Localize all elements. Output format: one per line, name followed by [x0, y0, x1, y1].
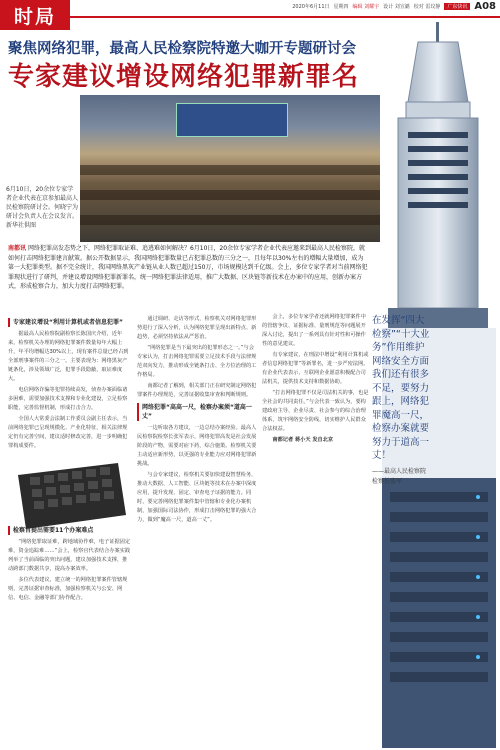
- header-meta: [292, 1, 496, 12]
- pull-quote: [372, 314, 430, 487]
- body-paragraph: 与会专家建议，检察机关要加快建设智慧检务，推动大数据、人工智能、区块链等技术在办案中深度应用，提升发现、固定、审查电子证据的能力。同时，要完善网络犯罪案件集中管辖和专业化办案机制，加强国际司法协作，形成打击网络犯罪的强大合力，做到“魔高一尺，道高一丈”。: [137, 472, 257, 523]
- editor-line: 编辑 刘耀宇: [352, 4, 380, 10]
- lead-dateline: 南都讯: [8, 245, 27, 252]
- column-subhead: 检察官提出需要11个办案难点: [8, 526, 131, 535]
- article-lead: [8, 244, 368, 292]
- seat-row: [80, 165, 380, 175]
- body-paragraph: 多位代表建议，建立统一的网络犯罪案件管辖规则，完善证据审查标准，加强检察机关与公安、网信、电信、金融等部门协作配合。: [8, 577, 128, 601]
- proof-line: 校对 雷玟静: [413, 4, 441, 10]
- pull-quote-source: ——最高人民检察院检察长张军: [372, 467, 427, 485]
- keyboard-illustration: [8, 455, 128, 535]
- header-rule: [70, 16, 500, 18]
- body-paragraph: 通过调研、走访等形式，检察机关对网络犯罪形势进行了深入分析，认为网络犯罪呈现出新特点、新趋势，必须坚持依法从严惩治。: [137, 316, 257, 340]
- column-subhead: 网络犯罪“高高一尺，检察办案须“道高一丈”: [137, 403, 257, 421]
- section-badge: 广东快讯: [444, 3, 470, 10]
- issue-date: 2020年6月11日: [292, 4, 330, 10]
- design-line: 设计 刘宣潞: [383, 4, 410, 10]
- section-tag: 时局: [0, 0, 70, 30]
- issue-weekday: 星期四: [333, 4, 349, 10]
- article-subtitle: 聚焦网络犯罪，最高人民检察院特邀大咖开专题研讨会: [8, 41, 356, 57]
- body-paragraph: “网络犯罪是当下最突出的犯罪形态之一。”与会专家认为，打击网络犯罪需要立足技术手段与法律规范双向发力，推动形成全链条打击、全方位治理的工作格局。: [137, 345, 257, 378]
- body-paragraph: 据最高人民检察院副检察长陈国庆介绍，近年来，检察机关办理的网络犯罪案件数量每年大幅上升，年平均增幅达30%以上，现有案件总量已经占到全部刑事案件的三分之一。主要表现为：网络黑灰产链条化，涉及领域广泛，犯罪手段隐蔽，取证难度大。: [8, 331, 129, 382]
- conference-photo: [80, 95, 380, 242]
- article-column-3: [262, 313, 370, 447]
- article-headline: 专家建议增设网络犯罪新罪名: [8, 62, 360, 92]
- page-number: A08: [474, 1, 496, 12]
- photo-caption: 6月10日，20余位专家学者企业代表在京参加最高人民检察院研讨会。何晓宁为研讨会负责人在会议发言。 新华社供图: [6, 186, 79, 229]
- body-paragraph: 有专家建议，在刑法中增设“利用计算机或者信息网络犯罪”等新罪名，进一步严密法网。有企业代表表示，互联网企业愿意积极配合司法机关，提供技术支持和数据协助。: [262, 352, 369, 385]
- body-paragraph: 全国人大常委会法制工作委员会副主任表示，当前网络犯罪已呈现规模化、产业化特征，相关法律规定仍有完善空间，建议适时修改完善，进一步明确犯罪构成要件。: [8, 416, 128, 449]
- body-paragraph: 会上，多位专家学者还就网络犯罪案件中的管辖争议、证据标准、量刑规范等问题展开深入讨论，提出了一系列具有针对性和可操作性的意见建议。: [262, 314, 366, 347]
- body-paragraph: 电信网络诈骗等犯罪持续高发，侦查办案面临诸多困难，需要加强技术支撑和专业化建设，立足检察职能，完善监督机制，形成打击合力。: [8, 387, 128, 411]
- body-paragraph: 南都记者了解到，相关部门正在研究制定网络犯罪案件办理规范，完善证据收集审查和判断规则。: [137, 383, 257, 398]
- column-subhead: 专家建议增设“利用计算机或者信息犯罪”: [8, 318, 131, 327]
- byline: 南都记者 蒋小天 发自北京: [272, 437, 334, 443]
- seat-row: [80, 215, 380, 225]
- pull-quote-text: 在发挥“四大检察”“十大业务”作用维护网络安全方面我们还有很多不足，要努力跟上，网络犯罪魔高一尺，检察办案就要努力于道高一丈！: [372, 315, 430, 461]
- body-paragraph: 一边听取各方建议，一边总结办案经验。最高人民检察院检察长张军表示，网络犯罪高发是社会发展阶段的产物，需要对症下药，综合施策。检察机关要主动适应新形势，以更强的专业能力应对网络犯罪新挑战。: [137, 425, 257, 467]
- lead-text: 网络犯罪高发态势之下，网络犯罪取证难、追逃难如何解决？6月10日，20余位专家学者企业代表应邀来到最高人民检察院，就如何打击网络犯罪建言献策。据公开数据显示，我国网络犯罪数量已占犯罪总数的三分之一，且每年以30%左右的增幅大量增加，成为第一大犯罪类型。据不完全统计，我国网络黑灰产业链从业人数已超过150万，市场规模达到千亿级。会上，多位专家学者对当前网络犯罪现状进行了研判，并建议增设网络犯罪新罪名，统一网络犯罪法律适用，推广大数据、区块链等新技术在办案中的应用，创新办案方式，形成检察合力，加大力度打击网络犯罪。: [8, 245, 368, 290]
- body-paragraph: “网络犯罪取证难，跨地域协作难，电子证据固定难，资金追踪难……”会上，检察官代表结合办案实践列举了当前面临的突出问题，建议加强技术支撑，推动跨部门数据共享，提高办案效率。: [8, 539, 131, 572]
- seat-row: [80, 190, 380, 200]
- body-paragraph: “打击网络犯罪不仅是司法机关的事，也是全社会的共同责任。”与会代表一致认为，要构建政府主导、企业尽责、社会参与的综合治理体系，筑牢网络安全防线，切实维护人民群众合法权益。: [262, 390, 369, 432]
- article-column-2: [137, 315, 257, 527]
- projection-screen: [176, 103, 288, 137]
